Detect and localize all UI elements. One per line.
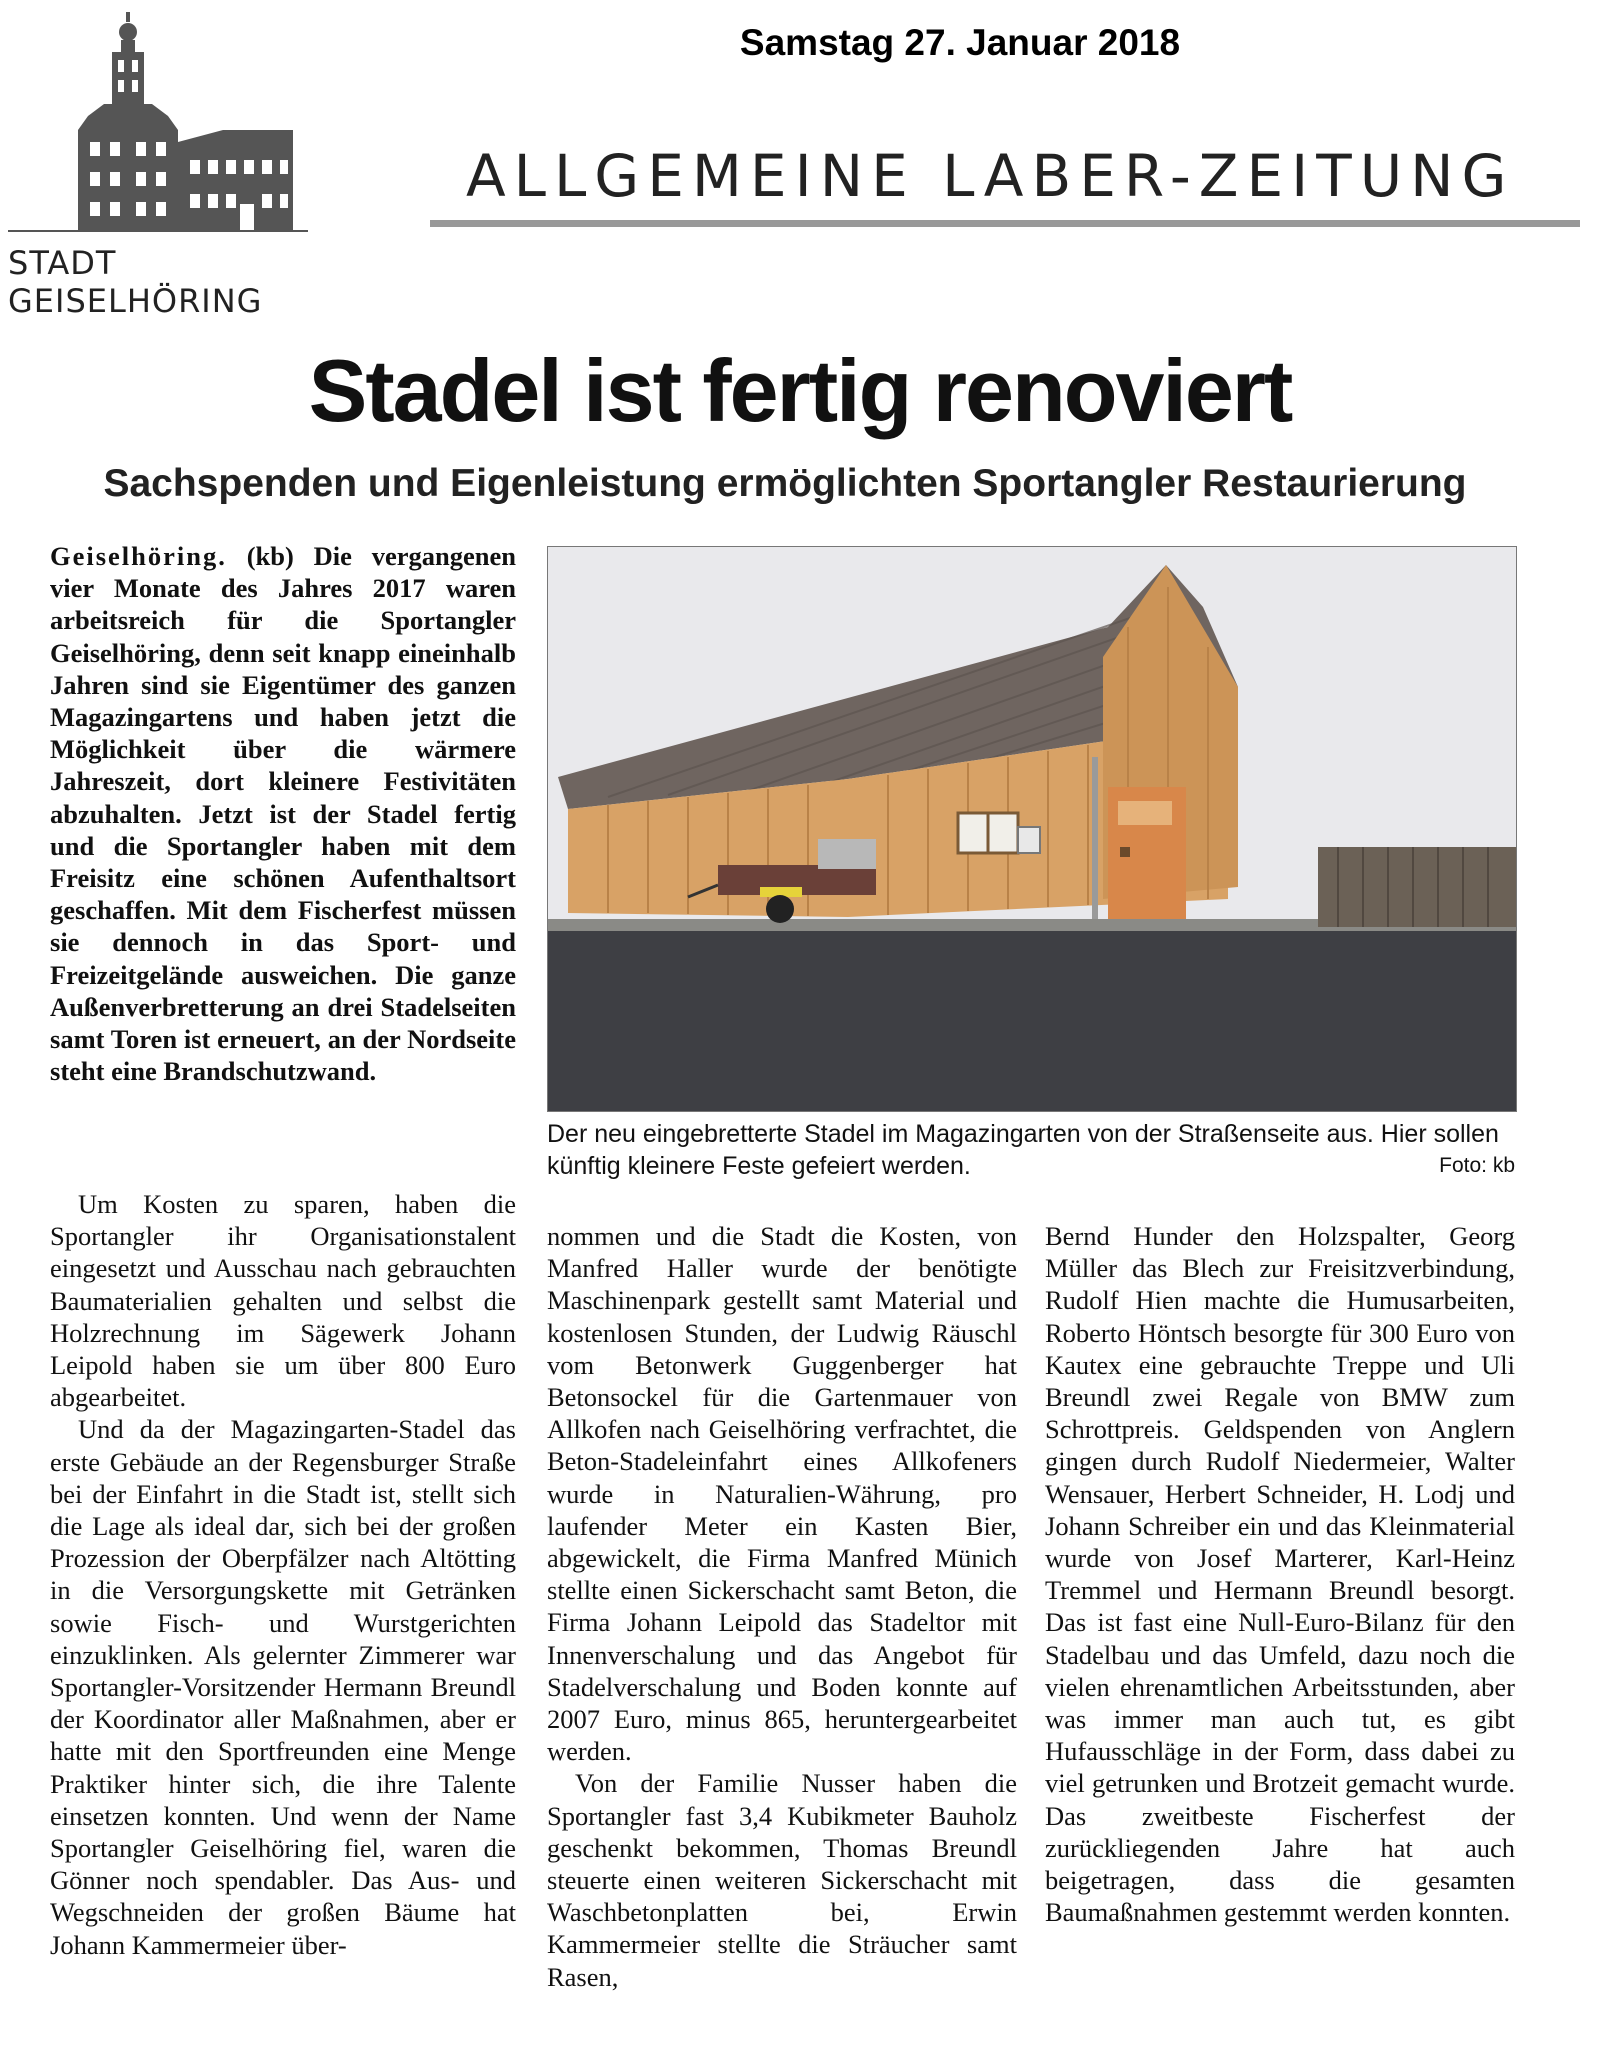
newspaper-title: ALLGEMEINE LABER-ZEITUNG: [466, 142, 1515, 210]
column-1-paragraph-2: Und da der Magazingarten-Stadel das erste Gebäude an der Regensburger Straße bei der Einfahrt in die Stadt ist, stellt sich die Lage als ideal dar, sich bei der großen Prozession der Oberpfälzer nach Altötting in die Versorgungskette mit Getränken sowie Fisch- und Wurstgerichten einzuklinken. Als gelernter Zimmerer war Sportangler-Vorsitzender Hermann Breundl der Koordinator aller Maßnahmen, aber er hatte mit den Sportfreunden eine Menge Praktiker hinter sich, die ihre Talente einsetzen konnten. Und wenn der Name Sportangler Geiselhöring fiel, waren die Gönner noch spendabler. Das Aus- und Wegschneiden der großen Bäume hat Johann Kammermeier über-: [50, 1414, 516, 1960]
barn-photo-illustration: [548, 547, 1516, 1111]
dateline: Geiselhöring.: [50, 541, 227, 571]
article-photo: [547, 546, 1517, 1112]
lead-text: (kb) Die vergangenen vier Monate des Jahres 2017 waren arbeitsreich für die Sportangler Geiselhöring, denn seit knapp eineinhalb Jahren sind sie Eigentümer des ganzen Magazingartens und haben jetzt die Möglichkeit über die wärmere Jahreszeit, dort kleinere Festivitäten abzuhalten. Jetzt ist der Stadel fertig und die Sportangler haben mit dem Freisitz eine schönen Aufenthaltsort geschaffen. Mit dem Fischerfest müssen sie dennoch in das Sport- und Freizeitgelände ausweichen. Die ganze Außenverbretterung an drei Stadelseiten samt Toren ist erneuert, an der Nordseite steht eine Brandschutzwand.: [50, 541, 516, 1087]
column-2-paragraph-2: Von der Familie Nusser haben die Sportangler fast 3,4 Kubikmeter Bauholz geschenkt bekommen, Thomas Breundl steuerte einen weiteren Sickerschacht mit Waschbetonplatten bei, Erwin Kammermeier stellte die Sträucher samt Rasen,: [547, 1768, 1017, 1992]
town-logo: [8, 12, 380, 320]
logo-caption: STADT GEISELHÖRING: [8, 244, 263, 320]
article-column-3: [1045, 1220, 1515, 1928]
article-column-2: [547, 1220, 1017, 1993]
photo-caption-block: [547, 1118, 1515, 1182]
lead-paragraph: [50, 540, 516, 1087]
column-3-paragraph-1: Bernd Hunder den Holzspalter, Georg Müller das Blech zur Freisitzverbindung, Rudolf Hien machte die Humusarbeiten, Roberto Höntsch besorgte für 300 Euro von Kautex eine gebrauchte Treppe und Uli Breundl zwei Regale von BMW zum Schrottpreis. Geldspenden von Anglern gingen durch Rudolf Niedermeier, Walter Wensauer, Herbert Schneider, H. Lodj und Johann Schreiber ein und das Kleinmaterial wurde von Josef Marterer, Karl-Heinz Tremmel und Hermann Breundl besorgt. Das ist fast eine Null-Euro-Bilanz für den Stadelbau und das Umfeld, dazu noch die vielen ehrenamtlichen Arbeitsstunden, aber was immer man auch tut, es gibt Hufausschläge in der Form, dass dabei zu viel getrunken und Brotzeit gemacht wurde. Das zweitbeste Fischerfest der zurückliegenden Jahre hat auch beigetragen, dass die gesamten Baumaßnahmen gestemmt werden konnten.: [1045, 1221, 1515, 1928]
column-1-paragraph-1: Um Kosten zu sparen, haben die Sportangler ihr Organisationstalent eingesetzt und Ausschau nach gebrauchten Baumaterialien gehalten und selbst die Holzrechnung im Sägewerk Johann Leipold haben sie um über 800 Euro abgearbeitet.: [50, 1189, 516, 1413]
subheadline: Sachspenden und Eigenleistung ermöglichten Sportangler Restaurierung: [103, 462, 1467, 505]
photo-caption: Der neu eingebretterte Stadel im Magazingarten von der Straßenseite aus. Hier sollen künftig kleinere Feste gefeiert werden.: [547, 1120, 1499, 1180]
masthead-rule: [430, 220, 1580, 227]
photo-credit: Foto: kb: [1439, 1154, 1515, 1177]
article-column-1: [50, 1188, 516, 1961]
column-2-paragraph-1: nommen und die Stadt die Kosten, von Manfred Haller wurde der benötigte Maschinenpark gestellt samt Material und kostenlosen Stunden, der Ludwig Räuschl vom Betonwerk Guggenberger hat Betonsockel für die Gartenmauer von Allkofen nach Geiselhöring verfrachtet, die Beton-Stadeleinfahrt eines Allkofeners wurde in Naturalien-Währung, pro laufender Meter ein Kasten Bier, abgewickelt, die Firma Manfred Münich stellte einen Sickerschacht samt Beton, die Firma Johann Leipold das Stadeltor mit Innenverschalung und das Angebot für Stadelverschalung und Boden konnte auf 2007 Euro, minus 865, heruntergearbeitet werden.: [547, 1221, 1017, 1767]
publication-date: Samstag 27. Januar 2018: [739, 22, 1181, 63]
masthead: [430, 142, 1590, 232]
town-hall-icon: [8, 12, 308, 232]
headline: Stadel ist fertig renoviert: [308, 341, 1292, 440]
